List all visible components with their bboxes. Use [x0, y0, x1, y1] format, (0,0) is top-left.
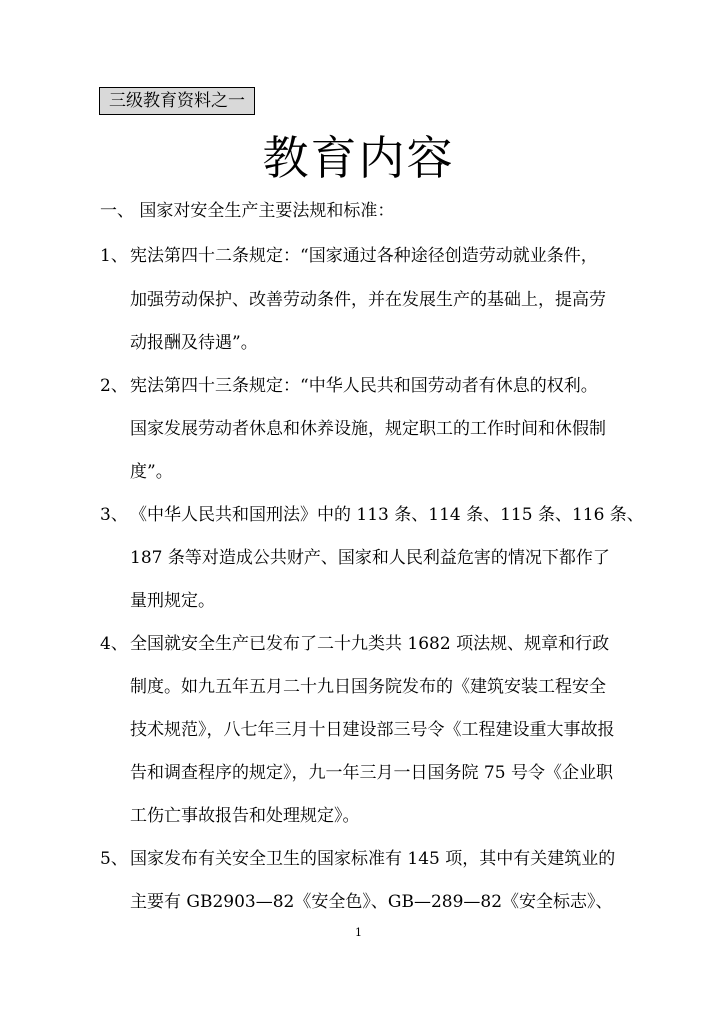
- list-item-number: 1、: [100, 246, 128, 266]
- page-number: 1: [355, 926, 362, 939]
- paragraph-line: 制度。如九五年五月二十九日国务院发布的《建筑安装工程安全: [130, 677, 606, 697]
- list-item-number: 5、: [100, 849, 128, 869]
- paragraph-line: 宪法第四十二条规定：“国家通过各种途径创造劳动就业条件，: [130, 246, 598, 266]
- list-item-number: 3、: [100, 505, 128, 525]
- document-tag: 三级教育资料之一: [99, 87, 255, 115]
- paragraph-line: 告和调查程序的规定》，九一年三月一日国务院 75 号令《企业职: [130, 763, 613, 783]
- paragraph-line: 187 条等对造成公共财产、国家和人民利益危害的情况下都作了: [130, 548, 610, 568]
- page-title: 教育内容: [262, 131, 455, 185]
- list-item-number: 4、: [100, 634, 128, 654]
- section-heading: 一、 国家对安全生产主要法规和标准：: [100, 201, 395, 221]
- paragraph-line: 《中华人民共和国刑法》中的 113 条、114 条、115 条、116 条、: [130, 505, 644, 525]
- paragraph-line: 工伤亡事故报告和处理规定》。: [130, 806, 360, 826]
- paragraph-line: 动报酬及待遇”。: [130, 333, 258, 353]
- paragraph-line: 国家发展劳动者休息和休养设施，规定职工的工作时间和休假制: [130, 419, 606, 439]
- paragraph-line: 国家发布有关安全卫生的国家标准有 145 项，其中有关建筑业的: [130, 849, 616, 869]
- paragraph-line: 宪法第四十三条规定：“中华人民共和国劳动者有休息的权利。: [130, 376, 598, 396]
- paragraph-line: 技术规范》，八七年三月十日建设部三号令《工程建设重大事故报: [130, 720, 615, 740]
- list-item-number: 2、: [100, 376, 128, 396]
- paragraph-line: 量刑规定。: [130, 591, 215, 611]
- paragraph-line: 全国就安全生产已发布了二十九类共 1682 项法规、规章和行政: [130, 634, 610, 654]
- paragraph-line: 主要有 GB2903—82《安全色》、GB—289—82《安全标志》、: [130, 892, 613, 912]
- paragraph-line: 加强劳动保护、改善劳动条件，并在发展生产的基础上，提高劳: [130, 290, 606, 310]
- paragraph-line: 度”。: [130, 462, 173, 482]
